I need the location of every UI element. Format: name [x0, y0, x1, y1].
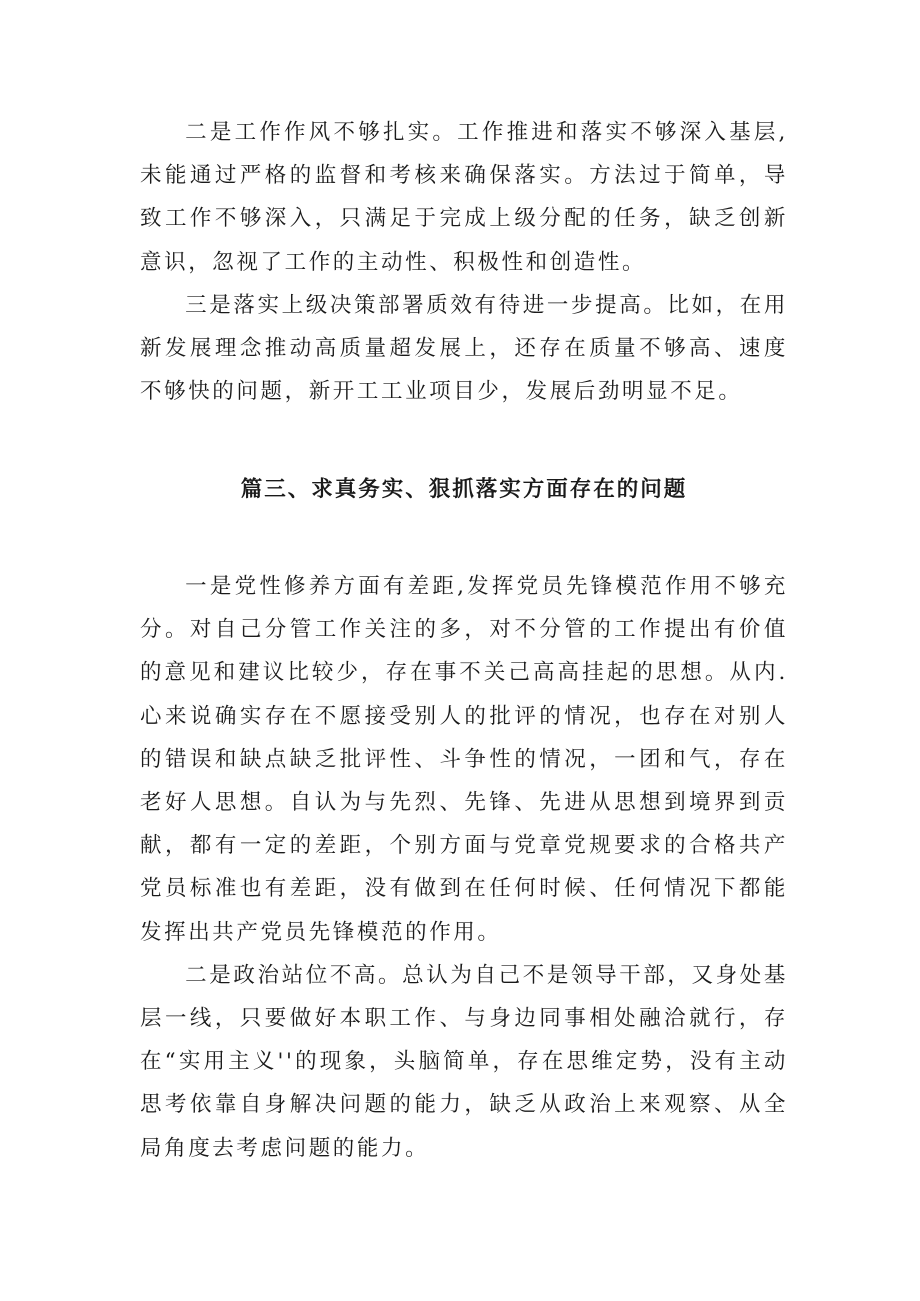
paragraph-party-spirit: 一是党性修养方面有差距,发挥党员先锋模范作用不够充分。对自己分管工作关注的多，对不分管的工作提出有价值的意见和建议比较少，存在事不关己高高挂起的思想。从内.心来说确实存在不愿接受别人的批评的情况，也存在对别人的错误和缺点缺乏批评性、斗争性的情况，一团和气，存在老好人思想。自认为与先烈、先锋、先进从思想到境界到贡献，都有一定的差距，个别方面与党章党规要求的合格共产党员标准也有差距，没有做到在任何时候、任何情况下都能发挥出共产党员先锋模范的作用。 [140, 574, 788, 945]
paragraph-work-style: 二是工作作风不够扎实。工作推进和落实不够深入基层,未能通过严格的监督和考核来确保落实。方法过于简单，导致工作不够深入，只满足于完成上级分配的任务，缺乏创新意识，忽视了工作的主动性、积极性和创造性。 [140, 120, 788, 275]
paragraph-political-stance: 二是政治站位不高。总认为自己不是领导干部，又身处基层一线，只要做好本职工作、与身边同事相处融洽就行，存在“实用主义''的现象，头脑简单，存在思维定势，没有主动思考依靠自身解决问题的能力，缺乏从政治上来观察、从全局角度去考虑问题的能力。 [140, 962, 788, 1161]
section-heading: 篇三、求真务实、狠抓落实方面存在的问题 [240, 477, 688, 502]
paragraph-implementation-quality: 三是落实上级决策部署质效有待进一步提高。比如，在用新发展理念推动高质量超发展上，还存在质量不够高、速度不够快的问题，新开工工业项目少，发展后劲明显不足。 [140, 292, 788, 405]
text-block-before-heading [140, 111, 788, 413]
text-block-after-heading [140, 565, 788, 1170]
